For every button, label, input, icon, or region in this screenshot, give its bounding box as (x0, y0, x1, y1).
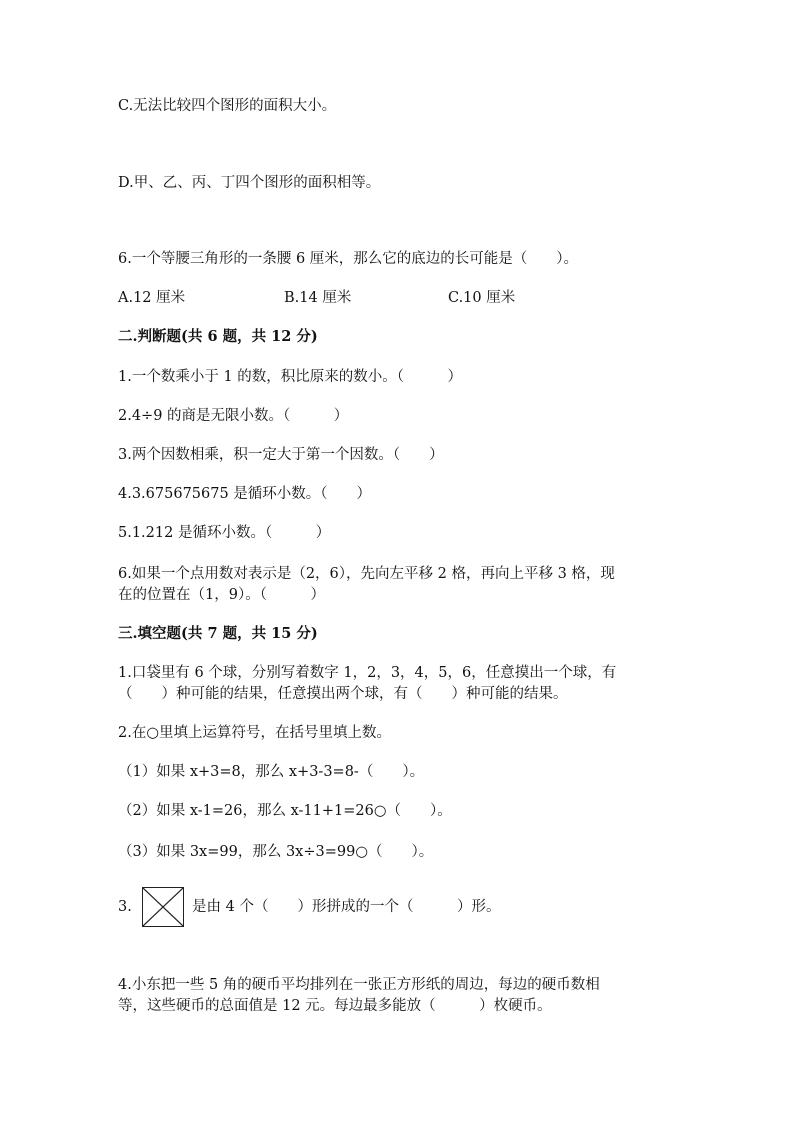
judgement-item-6-line-1: 6.如果一个点用数对表示是（2，6），先向左平移 2 格，再向上平移 3 格，现 (118, 566, 615, 582)
section-3-heading: 三.填空题(共 7 题，共 15 分) (118, 625, 318, 642)
q6-option-c: C.10 厘米 (448, 290, 516, 306)
fill-q3-text: 是由 4 个（ ）形拼成的一个（ ）形。 (192, 899, 501, 915)
fill-q2-part-3: （3）如果 3x=99，那么 3x÷3=99○（ ）。 (118, 844, 434, 860)
square-diagonals-figure (142, 887, 184, 927)
fill-q1-line-1: 1.口袋里有 6 个球，分别写着数字 1，2，3，4，5，6，任意摸出一个球，有 (118, 665, 617, 681)
judgement-item-6-line-2: 在的位置在（1，9）。（ ） (118, 587, 325, 603)
judgement-item-2: 2.4÷9 的商是无限小数。（ ） (118, 408, 349, 424)
judgement-item-4: 4.3.675675675 是循环小数。（ ） (118, 486, 372, 502)
fill-q1-line-2: （ ）种可能的结果，任意摸出两个球，有（ ）种可能的结果。 (118, 686, 568, 702)
fill-q4-line-2: 等，这些硬币的总面值是 12 元。每边最多能放（ ）枚硬币。 (118, 998, 552, 1014)
fill-q3-number: 3. (118, 899, 132, 915)
section-2-heading: 二.判断题(共 6 题，共 12 分) (118, 328, 318, 345)
fill-q2-part-1: （1）如果 x+3=8，那么 x+3-3=8-（ ）。 (118, 764, 425, 780)
question-6-text: 6.一个等腰三角形的一条腰 6 厘米，那么它的底边的长可能是（ ）。 (118, 251, 579, 267)
q6-option-a: A.12 厘米 (118, 290, 186, 306)
option-c: C.无法比较四个图形的面积大小。 (118, 98, 337, 114)
option-d: D.甲、乙、丙、丁四个图形的面积相等。 (118, 175, 381, 191)
q6-option-b: B.14 厘米 (284, 290, 352, 306)
judgement-item-3: 3.两个因数相乘，积一定大于第一个因数。（ ） (118, 447, 444, 463)
judgement-item-1: 1.一个数乘小于 1 的数，积比原来的数小。（ ） (118, 369, 463, 385)
judgement-item-5: 5.1.212 是循环小数。（ ） (118, 525, 331, 541)
fill-q4-line-1: 4.小东把一些 5 角的硬币平均排列在一张正方形纸的周边，每边的硬币数相 (118, 977, 600, 993)
fill-q2-part-2: （2）如果 x-1=26，那么 x-11+1=26○（ ）。 (118, 803, 452, 819)
fill-q2-stem: 2.在○里填上运算符号，在括号里填上数。 (118, 725, 391, 741)
diagonals-icon (143, 888, 183, 926)
